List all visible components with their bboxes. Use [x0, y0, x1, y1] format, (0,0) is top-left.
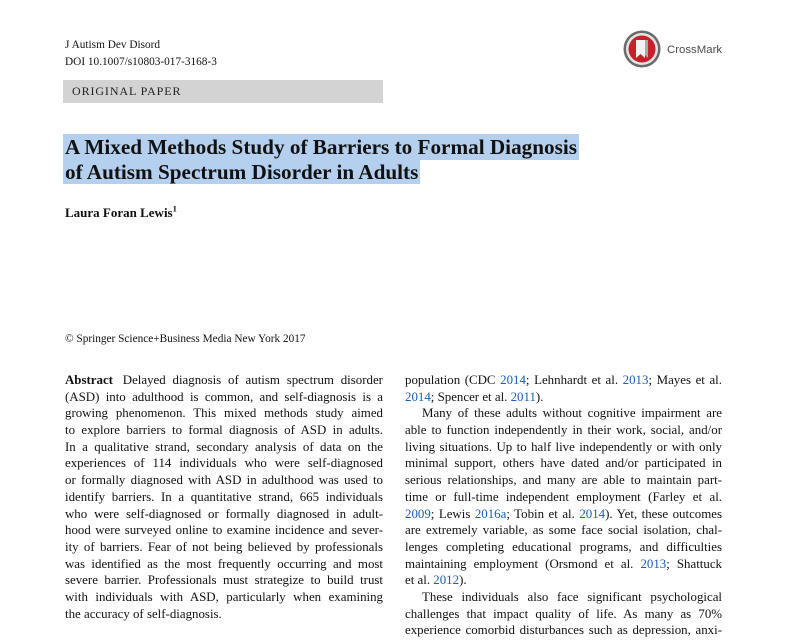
- abstract-text: Delayed diagnosis of autism spectrum disorder: [122, 373, 383, 387]
- body-line: [405, 522, 722, 539]
- body-line: [405, 422, 722, 439]
- citation-link[interactable]: 2014: [579, 506, 606, 521]
- crossmark-label[interactable]: CrossMark: [667, 44, 723, 56]
- body-text: ). Yet, these outcomes: [605, 506, 723, 521]
- body-text: serious relationships, and many are able to maintain part-: [405, 473, 722, 488]
- citation-link[interactable]: 2013: [640, 556, 667, 571]
- body-line: [405, 405, 722, 422]
- body-text: maintaining employment (Orsmond et al.: [405, 556, 641, 571]
- body-text: ; Tobin et al.: [506, 506, 580, 521]
- abstract-line: or formally diagnosed with ASD in adulthood was used to: [65, 473, 383, 488]
- abstract-line: growing phenomenon. This mixed methods study aimed: [65, 406, 383, 421]
- citation-link[interactable]: 2013: [622, 373, 649, 387]
- body-text: et al.: [405, 573, 434, 588]
- body-line: [405, 539, 722, 556]
- citation-link[interactable]: 2014: [500, 373, 526, 387]
- title-line-text: A Mixed Methods Study of Barriers to Formal Diagnosis: [65, 135, 578, 159]
- abstract-line: In a qualitative strand, secondary analysis of data on the: [65, 439, 383, 454]
- abstract-line: experiences of 114 individuals who were self-diagnosed: [65, 456, 383, 471]
- abstract-heading: Abstract: [65, 373, 113, 387]
- title-line-text: of Autism Spectrum Disorder in Adults: [65, 160, 419, 184]
- abstract-line: who were self-diagnosed or formally diagnosed in adult-: [65, 506, 383, 521]
- body-text: ).: [535, 389, 544, 404]
- body-text: are extremely variable, as some face social isolation, chal-: [405, 523, 722, 538]
- citation-link[interactable]: 2011: [510, 389, 536, 404]
- body-text: ; Shattuck: [666, 556, 722, 571]
- article-type-label: ORIGINAL PAPER: [72, 84, 182, 98]
- citation-link[interactable]: 2012: [433, 573, 460, 588]
- abstract-line: identify barriers. In a quantitative strand, 665 individuals: [65, 489, 383, 504]
- abstract-line: the accuracy of self-diagnosis.: [65, 606, 222, 621]
- body-line: [405, 389, 722, 406]
- body-text: lenges completing educational programs, and difficulties: [405, 539, 722, 554]
- doi: DOI 10.1007/s10803-017-3168-3: [65, 56, 217, 68]
- abstract-line: [65, 372, 383, 389]
- body-line: [405, 506, 722, 523]
- body-text: population (CDC: [405, 373, 501, 387]
- body-line: [405, 455, 722, 472]
- crossmark-badge[interactable]: [622, 29, 724, 69]
- affiliation-marker: 1: [172, 203, 177, 214]
- body-line: [405, 572, 722, 589]
- body-line: [405, 589, 722, 606]
- copyright-notice: © Springer Science+Business Media New York 2017: [65, 333, 306, 345]
- author: [65, 204, 177, 222]
- abstract-line: hood were surveyed online to examine incidence and sever-: [65, 523, 383, 538]
- body-line: [405, 606, 722, 623]
- article-type-bar: [63, 80, 383, 103]
- body-text: living situations. Up to half live independently or with only: [405, 439, 722, 454]
- paper-title: [63, 134, 579, 185]
- body-text: ; Mayes et al.: [648, 373, 722, 387]
- citation-link[interactable]: 2014: [405, 389, 431, 404]
- body-line: [405, 439, 722, 456]
- body-text: ).: [459, 573, 467, 588]
- journal-name: J Autism Dev Disord: [65, 39, 161, 51]
- abstract-line: (ASD) into adulthood is common, and self-diagnosis is a: [65, 389, 383, 404]
- crossmark-icon[interactable]: [622, 29, 662, 69]
- citation-link[interactable]: 2016a: [474, 506, 507, 521]
- body-text: Many of these adults without cognitive impairment are: [422, 406, 722, 421]
- body-text: minimal support, others have dated and/or participated in: [405, 456, 722, 471]
- body-text: ; Lehnhardt et al.: [525, 373, 623, 387]
- body-line: [405, 622, 722, 639]
- abstract-line: to explore barriers to formal diagnosis of ASD in adults.: [65, 423, 383, 438]
- body-line: [405, 372, 722, 389]
- author-name: Laura Foran Lewis: [65, 205, 173, 220]
- title-line: [63, 134, 579, 160]
- body-line: [405, 472, 722, 489]
- abstract-line: was identified as the most frequently occurring and most: [65, 556, 383, 571]
- body-column: [405, 372, 722, 639]
- abstract-column: [65, 372, 383, 622]
- citation-link[interactable]: 2009: [405, 506, 431, 521]
- body-line: [405, 556, 722, 573]
- abstract-line: severe barrier. Professionals must strategize to build trust: [65, 573, 383, 588]
- body-text: challenges that impact quality of life. As many as 70%: [405, 606, 722, 621]
- body-text: These individuals also face significant psychological: [422, 589, 722, 604]
- body-text: time or full-time independent employment (Farley et al.: [405, 489, 722, 504]
- body-text: experience comorbid disturbances such as depression, anxi-: [405, 623, 722, 638]
- abstract-line: with individuals with ASD, particularly when examining: [65, 589, 383, 604]
- body-text: ; Spencer et al.: [430, 389, 511, 404]
- title-line: [63, 160, 579, 185]
- abstract-line: ity of barriers. Fear of not being believed by professionals: [65, 539, 383, 554]
- body-text: ; Lewis: [430, 506, 475, 521]
- body-text: able to function independently in their work, social, and/or: [405, 423, 722, 438]
- body-line: [405, 489, 722, 506]
